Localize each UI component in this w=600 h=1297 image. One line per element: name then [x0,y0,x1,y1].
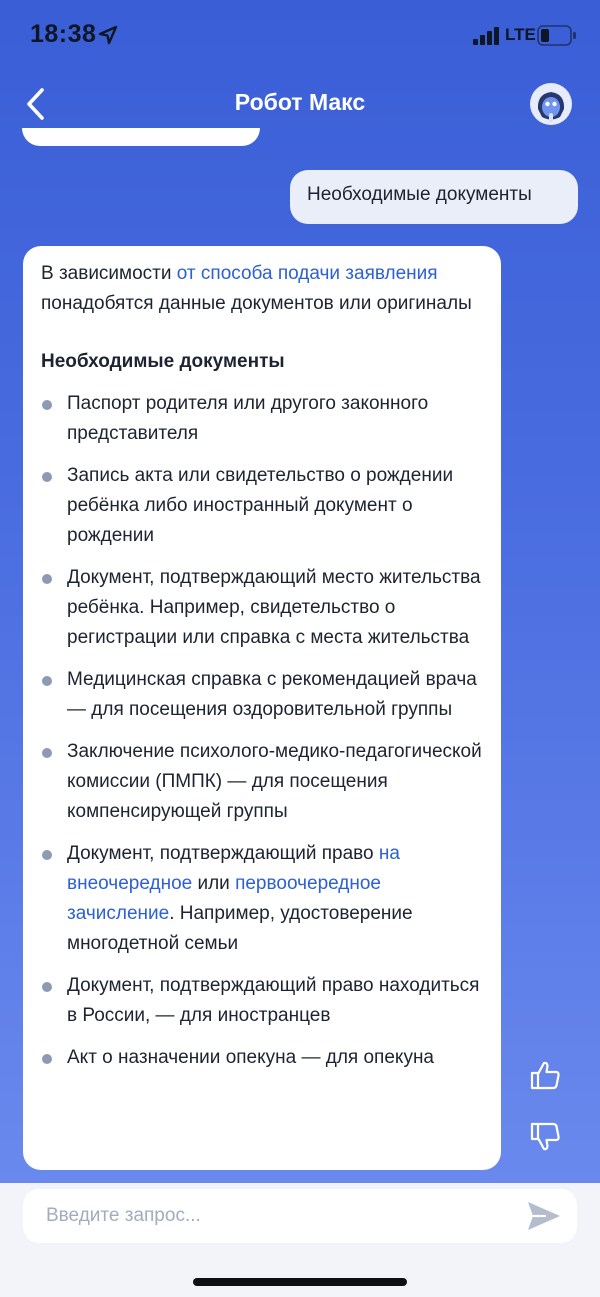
list-item: Медицинская справка с рекомендацией врача — для посещения оздоровительной группы [41,665,484,725]
user-message-bubble: Необходимые документы [290,170,578,224]
list-item: Паспорт родителя или другого законного представителя [41,389,484,449]
status-bar [0,0,600,70]
bot-message-bubble [23,246,501,1170]
list-item: Запись акта или свидетельство о рождении ребёнка либо иностранный документ о рождении [41,461,484,551]
input-panel [0,1183,600,1297]
send-icon[interactable] [526,1199,562,1233]
battery-icon [537,25,577,46]
location-arrow-icon [98,25,118,45]
previous-message-bubble [22,128,260,146]
network-label: LTE [505,25,536,44]
submission-method-link[interactable]: от способа подачи заявления [176,263,438,284]
preferential-admission-link[interactable]: первоочередное зачисление [67,873,381,924]
chat-header [0,78,600,128]
input-container [23,1189,577,1243]
list-item: Документ, подтверждающий право на внеочередное или первоочередное зачисление. Например, удостоверение многодетной семьи [41,839,484,959]
signal-icon [473,27,501,45]
list-item: Заключение психолого-медико-педагогической комиссии (ПМПК) — для посещения компенсирующей группы [41,737,484,827]
home-indicator[interactable] [193,1278,407,1286]
list-item: Акт о назначении опекуна — для опекуна [41,1043,484,1073]
thumbs-down-icon[interactable] [528,1120,562,1154]
chat-area[interactable] [0,128,600,1183]
status-time: 18:38 [30,20,97,48]
documents-list [41,389,484,1073]
robot-avatar-icon[interactable] [529,82,573,126]
thumbs-up-icon[interactable] [528,1058,562,1092]
bot-intro-text: В зависимости от способа подачи заявления понадобятся данные документов или оригиналы [41,263,472,314]
priority-admission-link[interactable]: на внеочередное [67,843,400,894]
chat-title: Робот Макс [234,89,366,115]
query-input[interactable] [23,1189,513,1243]
documents-section-title: Необходимые документы [41,351,285,372]
list-item: Документ, подтверждающий право находиться в России, — для иностранцев [41,971,484,1031]
list-item: Документ, подтверждающий место жительства ребёнка. Например, свидетельство о регистрации или справка с места жительства [41,563,484,653]
